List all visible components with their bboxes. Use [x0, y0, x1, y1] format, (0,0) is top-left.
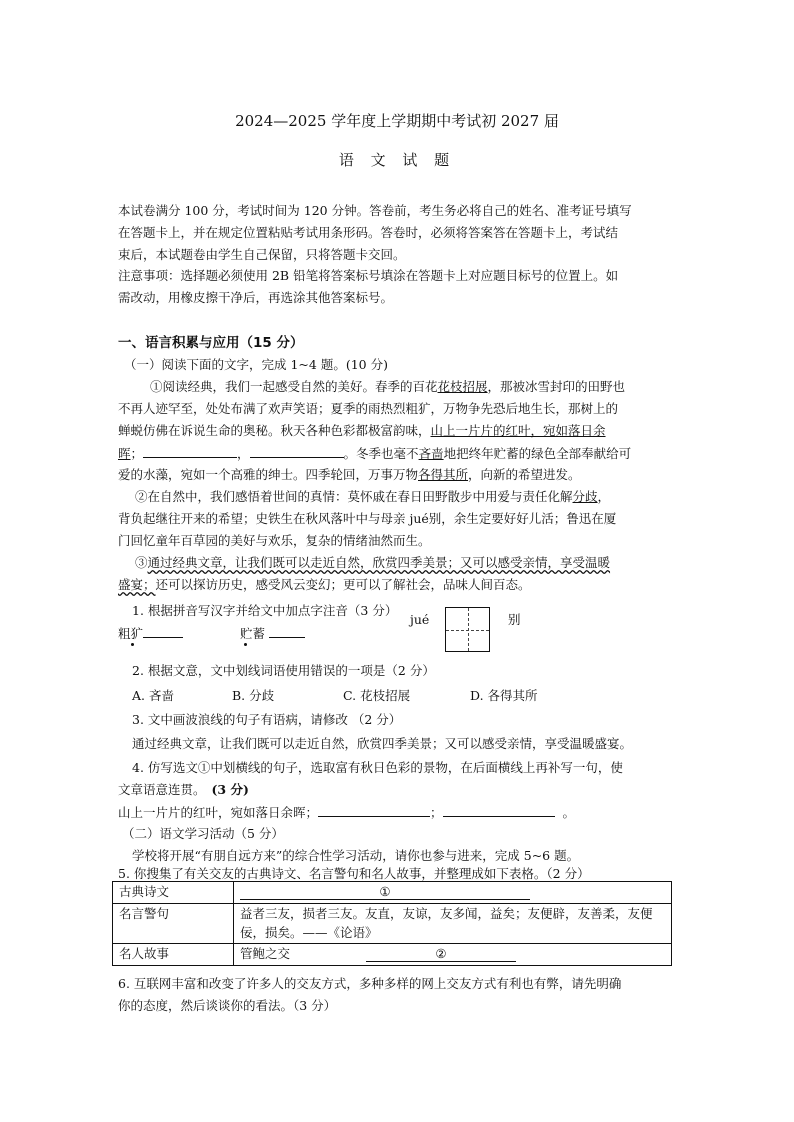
q3-text: 3. 文中画波浪线的句子有语病，请修改 （2 分） [132, 712, 402, 727]
friendship-table [112, 881, 672, 966]
section-1-heading: 一、语言积累与应用（15 分） [118, 335, 304, 351]
q1-item-zhuxu [240, 625, 305, 642]
q4-line-text: 山上一片片的红叶，宛如落日余晖； [118, 805, 319, 820]
exam-title: 2024—2025 学年度上学期期中考试初 2027 届 [235, 112, 559, 130]
para1-text: 地把终年贮蓄的绿色全部奉献给可 [443, 446, 632, 461]
para3-line-2 [118, 577, 531, 593]
exam-subtitle: 语 文 试 题 [338, 151, 456, 169]
para1-text: ，向新的希望进发。 [468, 467, 581, 482]
q1-text: 1. 根据拼音写汉字并给文中加点字注音（3 分） [132, 603, 398, 618]
table-row [113, 882, 672, 904]
q3-sentence: 通过经典文章，让我们既可以走近自然，欣赏四季美景；又可以感受亲情，享受温暖盛宴。 [132, 736, 633, 751]
answer-blank-1[interactable] [240, 883, 530, 900]
part-2-heading: （二）语文学习活动（5 分） [122, 826, 284, 841]
pinyin-blank[interactable] [269, 625, 305, 638]
answer-blank[interactable] [318, 804, 430, 817]
q4-line-text: 。 [562, 805, 576, 820]
para2-text: ②在自然中，我们感悟着世间的真情：莫怀戚在春日田野散步中用爱与责任化解 [135, 489, 573, 504]
story-name: 管鲍之交 [240, 946, 291, 962]
blank-marker: ② [435, 946, 447, 962]
wavy-sentence-end: 盛宴； [118, 577, 156, 592]
para1-line-3 [118, 423, 606, 439]
table-value: 益者三友，损者三友。友直，友谅，友多闻，益矣；友便辟，友善柔，友便佞，损矣。——《论语》 [234, 903, 672, 944]
q4-text: 文章语意连贯。 [118, 782, 206, 797]
para1-text: ， [237, 446, 250, 461]
table-key: 名人故事 [113, 944, 234, 966]
para2-line-1 [135, 489, 610, 505]
pinyin-blank[interactable] [143, 625, 183, 638]
blank-marker: ① [379, 884, 391, 899]
para3-text: ③ [135, 555, 148, 570]
notice-line-1: 注意事项：选择题必须使用 2B 铅笔将答案标号填涂在答题卡上对应题目标号的位置上。如 [118, 268, 619, 283]
para2-text: ， [597, 489, 611, 504]
emphasis-dot [244, 643, 247, 646]
intro-line-2: 在答题卡上，并在规定位置粘贴考试用条形码。答卷时，必须将答案答在答题卡上，考试结 [118, 225, 619, 240]
para2-line-3: 门回忆童年百草园的美好与欢乐，复杂的情绪油然而生。 [118, 533, 431, 548]
underlined-term-linse: 吝啬 [418, 446, 444, 461]
q4-line-text: ； [430, 805, 443, 820]
imitation-sentence-end: 晖 [118, 446, 131, 461]
q1-word: 贮蓄 [240, 626, 266, 641]
q6-text-2: 你的态度，然后谈谈你的看法。（3 分） [118, 998, 337, 1013]
q2-option-a[interactable]: A. 吝啬 [132, 688, 174, 703]
para1-text: 爱的水藻，宛如一个高雅的绅士。四季轮回，万事万物 [118, 467, 419, 482]
imitation-sentence: 山上一片片的红叶，宛如落日余 [430, 423, 606, 438]
writing-grid-box[interactable] [445, 607, 490, 652]
answer-blank-2[interactable] [366, 945, 516, 962]
para1-text: ①阅读经典，我们一起感受自然的美好。春季的百花 [150, 379, 438, 394]
underlined-term-fenqi: 分歧 [572, 489, 598, 504]
q2-option-d[interactable]: D. 各得其所 [470, 688, 538, 703]
para2-line-2: 背负起继往开来的希望；史铁生在秋风落叶中与母亲 jué别，余生定要好好儿活；鲁迅在厦 [118, 511, 617, 526]
para1-line-2: 不再人迹罕至，处处布满了欢声笑语；夏季的雨热烈粗犷，万物争先恐后地生长，那树上的 [118, 401, 619, 416]
para1-line-5 [118, 467, 581, 483]
q5-text: 5. 你搜集了有关交友的古典诗文、名言警句和名人故事，并整理成如下表格。（2 分） [118, 866, 590, 881]
table-value[interactable] [234, 944, 672, 966]
emphasis-dot [131, 643, 134, 646]
part-2-intro: 学校将开展“有朋自远方来”的综合性学习活动，请你也参与进来，完成 5~6 题。 [132, 848, 580, 863]
para1-line-1 [150, 379, 625, 395]
q2-text: 2. 根据文意，文中划线词语使用错误的一项是（2 分） [132, 663, 435, 678]
q1-word: 粗犷 [118, 626, 144, 641]
q1-suffix: 别 [508, 612, 521, 627]
notice-line-2: 需改动，用橡皮擦干净后，再选涂其他答案标号。 [118, 290, 394, 305]
q2-option-c[interactable]: C. 花枝招展 [343, 688, 411, 703]
answer-blank[interactable] [143, 445, 237, 458]
para3-line-1 [135, 555, 610, 571]
intro-line-1: 本试卷满分 100 分，考试时间为 120 分钟。答卷前，考生务必将自己的姓名、准考证号填写 [118, 203, 632, 218]
para1-line-4 [118, 445, 631, 462]
underlined-term-gede: 各得其所 [418, 467, 469, 482]
part-1-heading: （一）阅读下面的文字，完成 1~4 题。(10 分) [124, 357, 388, 372]
q6-text-1: 6. 互联网丰富和改变了许多人的交友方式，多种多样的网上交友方式有利也有弊，请先明确 [118, 976, 622, 991]
q1-item-cuguang [118, 625, 183, 642]
table-key: 名言警句 [113, 903, 234, 944]
table-row [113, 944, 672, 966]
underlined-term-huazhi: 花枝招展 [437, 379, 488, 394]
q4-score: (3 分) [211, 782, 249, 797]
table-value[interactable] [234, 882, 672, 904]
intro-line-3: 束后，本试题卷由学生自己保留，只将答题卡交回。 [118, 247, 406, 262]
q4-text-2 [118, 782, 249, 798]
para1-text: ； [130, 446, 144, 461]
q1-pinyin: jué [410, 612, 430, 627]
wavy-sentence: 通过经典文章，让我们既可以走近自然，欣赏四季美景；又可以感受亲情，享受温暖 [147, 555, 611, 570]
answer-blank[interactable] [250, 445, 344, 458]
para1-text: 蝉蜕仿佛在诉说生命的奥秘。秋天各种色彩都极富韵味， [118, 423, 431, 438]
para3-text: 还可以探访历史，感受风云变幻；更可以了解社会，品味人间百态。 [155, 577, 531, 592]
q4-line [118, 804, 575, 821]
answer-blank[interactable] [443, 804, 555, 817]
table-row [113, 903, 672, 944]
q2-option-b[interactable]: B. 分歧 [232, 688, 275, 703]
grid-guide [468, 608, 469, 651]
para1-text: ，那被冰雪封印的田野也 [487, 379, 626, 394]
q4-text-1: 4. 仿写选文①中划横线的句子，选取富有秋日色彩的景物，在后面横线上再补写一句，使 [132, 760, 623, 775]
para1-text: 。冬季也毫不 [343, 446, 419, 461]
table-key: 古典诗文 [113, 882, 234, 904]
